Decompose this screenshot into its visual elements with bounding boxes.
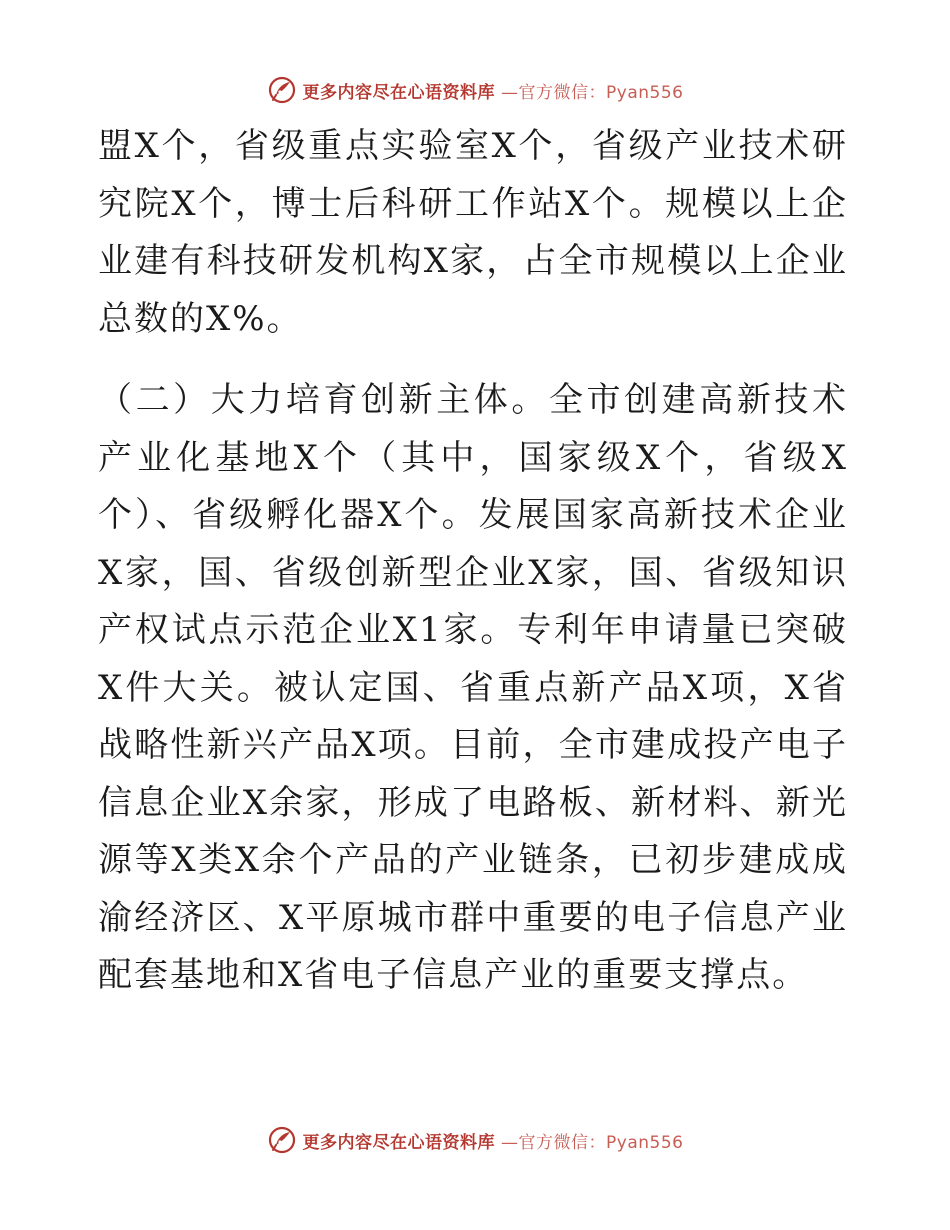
- watermark-main-text: 更多内容尽在心语资料库: [302, 82, 496, 103]
- logo-icon: [267, 1125, 297, 1155]
- paragraph: （二）大力培育创新主体。全市创建高新技术产业化基地X个（其中，国家级X个，省级X个）、省级孵化器X个。发展国家高新技术企业X家，国、省级创新型企业X家，国、省级知识产权试点示范企业X1家。专利年申请量已突破X件大关。被认定国、省重点新产品X项，X省战略性新兴产品X项。目前，全市建成投产电子信息企业X余家，形成了电路板、新材料、新光源等X类X余个产品的产业链条，已初步建成成渝经济区、X平原城市群中重要的电子信息产业配套基地和X省电子信息产业的重要支撑点。: [98, 380, 848, 995]
- watermark-main-text: 更多内容尽在心语资料库: [302, 1132, 496, 1153]
- paragraph: 盟X个，省级重点实验室X个，省级产业技术研究院X个，博士后科研工作站X个。规模以上企业建有科技研发机构X家，占全市规模以上企业总数的X%。: [98, 126, 848, 339]
- watermark-sub-text: —官方微信：Pyan556: [501, 1132, 684, 1153]
- footer-watermark: [0, 1120, 950, 1160]
- document-body: [98, 118, 848, 1005]
- watermark-sub-text: —官方微信：Pyan556: [501, 82, 684, 103]
- header-watermark: [0, 70, 950, 110]
- logo-icon: [267, 75, 297, 105]
